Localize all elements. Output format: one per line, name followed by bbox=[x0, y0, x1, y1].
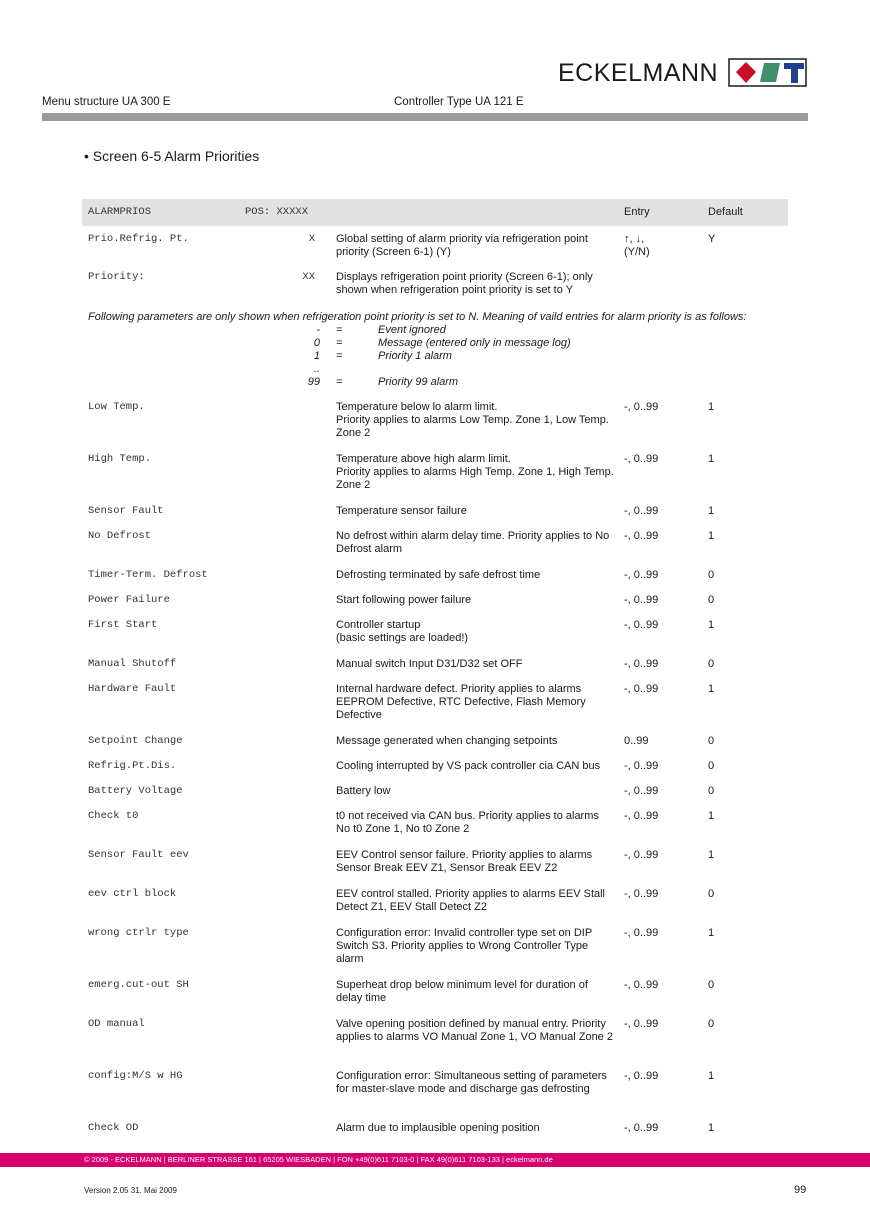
table-header bbox=[82, 199, 788, 226]
param-description: EEV Control sensor failure. Priority applies to alarms Sensor Break EEV Z1, Sensor Break EEV Z2 bbox=[336, 849, 593, 874]
param-entry: -, 0..99 bbox=[624, 594, 659, 606]
param-default: 0 bbox=[708, 735, 715, 747]
param-default: 1 bbox=[708, 401, 715, 413]
param-description: Temperature sensor failure bbox=[336, 505, 467, 517]
param-entry: -, 0..99 bbox=[624, 888, 659, 900]
param-entry: -, 0..99 bbox=[624, 530, 659, 542]
param-pos: X bbox=[308, 233, 315, 245]
param-name: Setpoint Change bbox=[88, 735, 183, 747]
param-name: Check t0 bbox=[88, 810, 139, 822]
param-name: Manual Shutoff bbox=[88, 658, 177, 670]
param-entry: -, 0..99 bbox=[624, 979, 659, 991]
param-description: Temperature above high alarm limit. Priority applies to alarms High Temp. Zone 1, High Temp. Zone 2 bbox=[336, 453, 614, 491]
param-entry: -, 0..99 bbox=[624, 849, 659, 861]
footer-contact: © 2009 - ECKELMANN | BERLINER STRASSE 161 | 65205 WIESBADEN | FON +49(0)611 7103-0 | FAX 49(0)611 7103-133 | eckelmann.de bbox=[84, 1155, 553, 1164]
param-name: eev ctrl block bbox=[88, 888, 177, 900]
param-entry: -, 0..99 bbox=[624, 619, 659, 631]
legend-equals: = bbox=[336, 350, 343, 362]
param-name: Hardware Fault bbox=[88, 683, 177, 695]
param-name: config:M/S w HG bbox=[88, 1070, 183, 1082]
param-entry: -, 0..99 bbox=[624, 1070, 659, 1082]
legend-equals: = bbox=[336, 376, 343, 388]
param-default: 1 bbox=[708, 849, 715, 861]
param-description: Start following power failure bbox=[336, 594, 472, 606]
param-entry: ↑, ↓, (Y/N) bbox=[624, 233, 650, 258]
param-default: 0 bbox=[708, 785, 715, 797]
param-description: Manual switch Input D31/D32 set OFF bbox=[336, 658, 523, 670]
legend-key: 0 bbox=[313, 337, 320, 349]
param-name: Check OD bbox=[88, 1122, 139, 1134]
header-controller-type: Controller Type UA 121 E bbox=[394, 96, 524, 108]
param-default: 1 bbox=[708, 927, 715, 939]
param-name: No Defrost bbox=[88, 530, 152, 542]
version-date: Version 2.05 31. Mai 2009 bbox=[84, 1186, 177, 1195]
param-entry: -, 0..99 bbox=[624, 810, 659, 822]
col-pos-header: POS: XXXXX bbox=[245, 206, 309, 218]
param-entry: -, 0..99 bbox=[624, 760, 659, 772]
param-default: 0 bbox=[708, 760, 715, 772]
logo-mark-icon bbox=[728, 58, 808, 88]
legend-equals: = bbox=[336, 324, 343, 336]
param-name: Prio.Refrig. Pt. bbox=[88, 233, 189, 245]
param-name: Low Temp. bbox=[88, 401, 145, 413]
param-default: 0 bbox=[708, 979, 715, 991]
param-description: Controller startup (basic settings are loaded!) bbox=[336, 619, 469, 644]
param-description: Superheat drop below minimum level for duration of delay time bbox=[336, 979, 588, 1004]
param-description: Cooling interrupted by VS pack controller cia CAN bus bbox=[336, 760, 601, 772]
param-default: 1 bbox=[708, 453, 715, 465]
col-param-header: ALARMPRIOS bbox=[88, 206, 152, 218]
param-default: 0 bbox=[708, 658, 715, 670]
param-name: Power Failure bbox=[88, 594, 170, 606]
header-rule bbox=[42, 113, 808, 121]
col-default-header: Default bbox=[708, 206, 743, 218]
param-description: Global setting of alarm priority via refrigeration point priority (Screen 6-1) (Y) bbox=[336, 233, 588, 258]
param-default: 0 bbox=[708, 569, 715, 581]
param-name: Priority: bbox=[88, 271, 145, 283]
param-entry: -, 0..99 bbox=[624, 401, 659, 413]
param-description: Internal hardware defect. Priority applies to alarms EEPROM Defective, RTC Defective, Flash Memory Defective bbox=[336, 683, 586, 721]
legend-key: - bbox=[316, 324, 320, 336]
param-entry: -, 0..99 bbox=[624, 453, 659, 465]
param-name: Timer-Term. Defrost bbox=[88, 569, 208, 581]
param-default: 0 bbox=[708, 1018, 715, 1030]
param-name: Refrig.Pt.Dis. bbox=[88, 760, 177, 772]
param-description: No defrost within alarm delay time. Priority applies to No Defrost alarm bbox=[336, 530, 610, 555]
param-description: Valve opening position defined by manual entry. Priority applies to alarms VO Manual Zone 1, VO Manual Zone 2 bbox=[336, 1018, 613, 1043]
header-doc-title: Menu structure UA 300 E bbox=[42, 96, 171, 108]
param-description: Defrosting terminated by safe defrost time bbox=[336, 569, 541, 581]
param-entry: -, 0..99 bbox=[624, 1122, 659, 1134]
param-default: 1 bbox=[708, 505, 715, 517]
param-description: Message generated when changing setpoints bbox=[336, 735, 558, 747]
param-name: Battery Voltage bbox=[88, 785, 183, 797]
param-name: High Temp. bbox=[88, 453, 152, 465]
param-description: Displays refrigeration point priority (Screen 6-1); only shown when refrigeration point priority is set to Y bbox=[336, 271, 593, 296]
legend-value: Event ignored bbox=[378, 324, 446, 336]
param-name: First Start bbox=[88, 619, 158, 631]
col-entry-header: Entry bbox=[624, 206, 650, 218]
param-default: 1 bbox=[708, 810, 715, 822]
param-pos: XX bbox=[302, 271, 315, 283]
legend-equals: = bbox=[336, 337, 343, 349]
param-entry: -, 0..99 bbox=[624, 569, 659, 581]
param-name: Sensor Fault bbox=[88, 505, 164, 517]
param-entry: 0..99 bbox=[624, 735, 649, 747]
param-entry: -, 0..99 bbox=[624, 505, 659, 517]
param-description: Temperature below lo alarm limit. Priority applies to alarms Low Temp. Zone 1, Low Temp. Zone 2 bbox=[336, 401, 609, 439]
param-description: Alarm due to implausible opening position bbox=[336, 1122, 540, 1134]
legend-value: Priority 99 alarm bbox=[378, 376, 459, 388]
priority-note: Following parameters are only shown when refrigeration point priority is set to N. Meaning of vaild entries for alarm priority is as follows: bbox=[88, 311, 747, 323]
param-default: 1 bbox=[708, 530, 715, 542]
legend-value: Message (entered only in message log) bbox=[378, 337, 571, 349]
legend-key: 99 bbox=[307, 376, 320, 388]
param-entry: -, 0..99 bbox=[624, 1018, 659, 1030]
param-entry: -, 0..99 bbox=[624, 927, 659, 939]
page-number: 99 bbox=[794, 1184, 807, 1196]
logo-text: ECKELMANN bbox=[558, 59, 719, 87]
param-name: Sensor Fault eev bbox=[88, 849, 189, 861]
param-name: wrong ctrlr type bbox=[88, 927, 189, 939]
param-default: 0 bbox=[708, 888, 715, 900]
param-entry: -, 0..99 bbox=[624, 785, 659, 797]
legend-value: Priority 1 alarm bbox=[378, 350, 452, 362]
param-description: Configuration error: Simultaneous setting of parameters for master-slave mode and discharge gas defrosting bbox=[336, 1070, 607, 1095]
param-name: OD manual bbox=[88, 1018, 145, 1030]
param-description: EEV control stalled. Priority applies to alarms EEV Stall Detect Z1, EEV Stall Detect Z2 bbox=[336, 888, 606, 913]
param-description: Battery low bbox=[336, 785, 391, 797]
param-description: Configuration error: Invalid controller type set on DIP Switch S3. Priority applies to Wrong Controller Type alarm bbox=[336, 927, 592, 965]
param-default: 1 bbox=[708, 619, 715, 631]
eckelmann-logo bbox=[558, 58, 808, 88]
param-default: 1 bbox=[708, 1070, 715, 1082]
param-description: t0 not received via CAN bus. Priority applies to alarms No t0 Zone 1, No t0 Zone 2 bbox=[336, 810, 599, 835]
param-default: 0 bbox=[708, 594, 715, 606]
bullet: • bbox=[84, 148, 89, 164]
param-default: Y bbox=[708, 233, 716, 245]
legend-key: .. bbox=[313, 363, 320, 375]
section-title bbox=[84, 148, 259, 164]
param-entry: -, 0..99 bbox=[624, 658, 659, 670]
param-name: emerg.cut-out SH bbox=[88, 979, 189, 991]
section-title-text: Screen 6-5 Alarm Priorities bbox=[92, 148, 260, 164]
param-default: 1 bbox=[708, 1122, 715, 1134]
param-entry: -, 0..99 bbox=[624, 683, 659, 695]
param-default: 1 bbox=[708, 683, 715, 695]
legend-key: 1 bbox=[313, 350, 320, 362]
